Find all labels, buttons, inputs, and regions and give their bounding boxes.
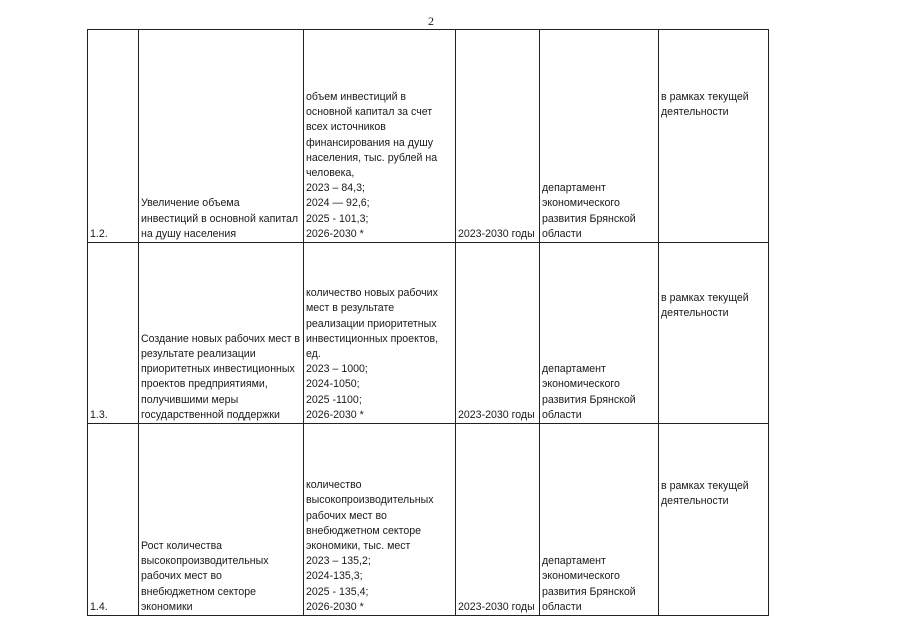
event-cell: Рост количества высокопроизводительных рабочих мест во внебюджетном секторе экономики xyxy=(139,424,304,616)
indicator-cell: количество новых рабочих мест в результате реализации приоритетных инвестиционных проектов, ед. 2023 – 1000; 2024-1050; 2025 -1100; 2026-2030 * xyxy=(304,243,456,424)
indicator-cell: объем инвестиций в основной капитал за счет всех источников финансирования на душу населения, тыс. рублей на человека, 2023 – 84,3; 2024 — 92,6; 2025 - 101,3; 2026-2030 * xyxy=(304,30,456,243)
financing-cell: в рамках текущей деятельности xyxy=(659,424,769,616)
indicator-cell: количество высокопроизводительных рабочих мест во внебюджетном секторе экономики, тыс. мест 2023 – 135,2; 2024-135,3; 2025 - 135,4; 2026-2030 * xyxy=(304,424,456,616)
event-cell: Увеличение объема инвестиций в основной капитал на душу населения xyxy=(139,30,304,243)
row-number: 1.3. xyxy=(88,243,139,424)
row-number: 1.2. xyxy=(88,30,139,243)
event-cell: Создание новых рабочих мест в результате реализации приоритетных инвестиционных проектов предприятиями, получившими меры государственной поддержки xyxy=(139,243,304,424)
page-number: 2 xyxy=(428,14,434,28)
table-row xyxy=(88,243,769,424)
measures-table xyxy=(87,29,769,616)
term-cell: 2023-2030 годы xyxy=(456,243,540,424)
financing-cell: в рамках текущей деятельности xyxy=(659,243,769,424)
table-row xyxy=(88,424,769,616)
term-cell: 2023-2030 годы xyxy=(456,30,540,243)
table-row xyxy=(88,30,769,243)
responsible-cell: департамент экономического развития Брянской области xyxy=(540,424,659,616)
term-cell: 2023-2030 годы xyxy=(456,424,540,616)
row-number: 1.4. xyxy=(88,424,139,616)
responsible-cell: департамент экономического развития Брянской области xyxy=(540,30,659,243)
financing-cell: в рамках текущей деятельности xyxy=(659,30,769,243)
responsible-cell: департамент экономического развития Брянской области xyxy=(540,243,659,424)
